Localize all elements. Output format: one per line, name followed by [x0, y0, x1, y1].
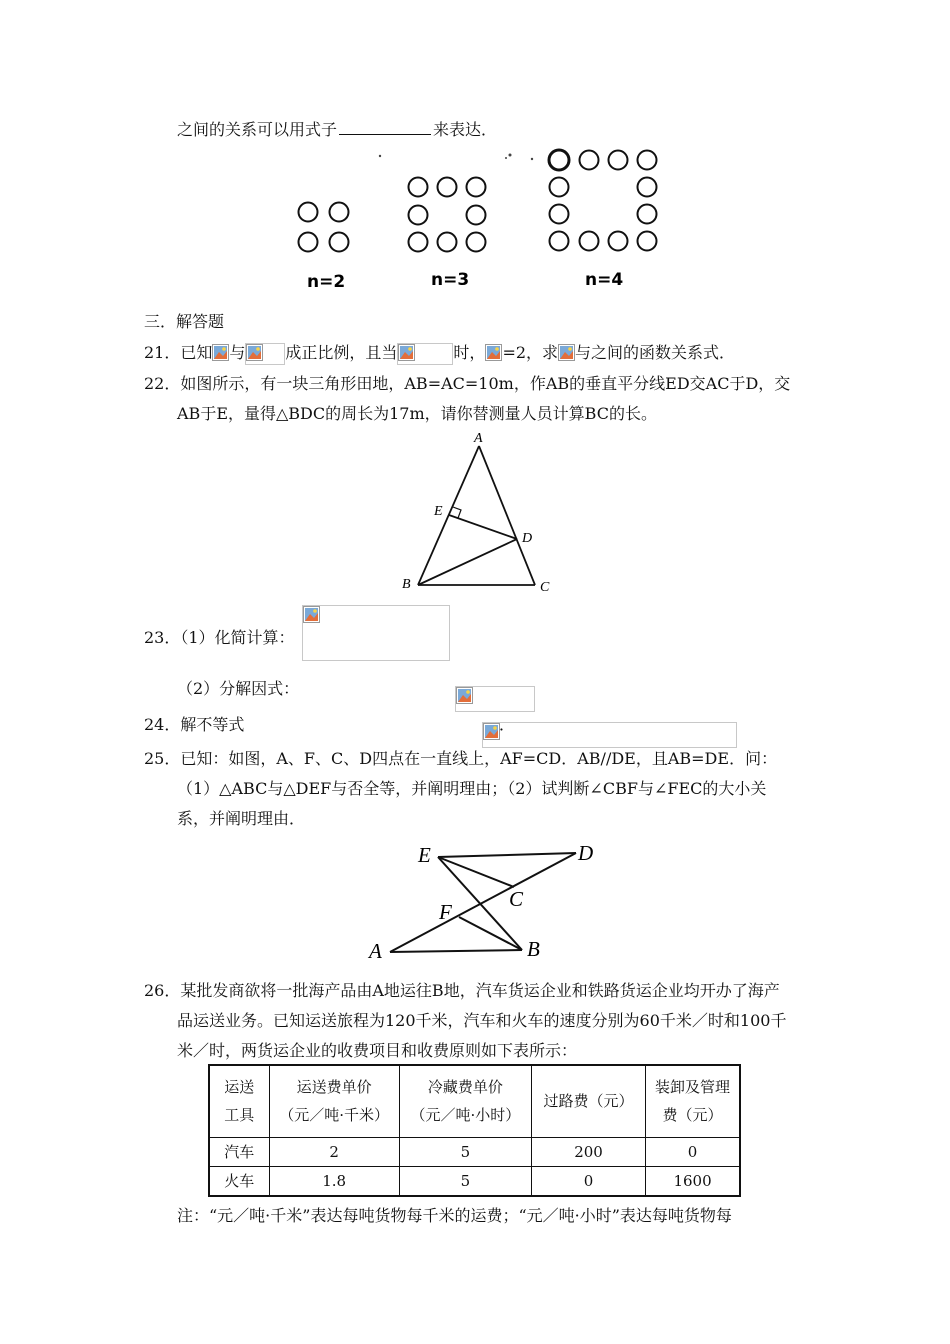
table-header-cell: 运送 工具	[209, 1065, 269, 1137]
fee-table	[208, 1064, 741, 1197]
label-D: D	[522, 531, 533, 546]
q20-text-pre: 之间的关系可以用式子	[177, 120, 338, 139]
table-header-cell: 过路费（元）	[532, 1065, 646, 1137]
q24-line	[144, 712, 244, 735]
label-n2: n=2	[307, 272, 346, 292]
table-cell: 1600	[646, 1166, 740, 1196]
q23-line1	[144, 625, 295, 648]
q21-text: 与之间的函数关系式．	[575, 343, 736, 362]
q26-number: 26．	[144, 981, 181, 1000]
table-cell: 5	[399, 1166, 531, 1196]
answer-blank[interactable]	[339, 120, 431, 135]
broken-image-icon	[485, 344, 502, 361]
q25-number: 25．	[144, 749, 181, 768]
q21-line	[144, 340, 735, 365]
label-n3: n=3	[431, 270, 470, 290]
label-C: C	[540, 580, 550, 595]
q26-note: 注：“元／吨·千米”表达每吨货物每千米的运费；“元／吨·小时”表达每吨货物每	[177, 1206, 732, 1225]
label-A: A	[474, 431, 483, 446]
formula-image-box	[455, 686, 535, 712]
q25-line1	[144, 746, 777, 769]
label-A: A	[369, 939, 382, 963]
broken-image-icon	[558, 344, 575, 361]
q23-number: 23．	[144, 628, 181, 647]
q25-line2: （1）△ABC与△DEF与否全等，并阐明理由；（2）试判断∠CBF与∠FEC的大小关	[177, 779, 767, 798]
q24-text: 解不等式	[180, 715, 245, 734]
table-cell: 1.8	[269, 1166, 399, 1196]
q26-line2: 品运送业务。已知运送旅程为120千米，汽车和火车的速度分别为60千米／时和100千	[177, 1011, 787, 1030]
q21-text: 时，	[453, 343, 486, 362]
formula-image-box	[397, 343, 453, 365]
triangle-figure	[398, 428, 558, 598]
broken-image-icon	[246, 344, 263, 361]
label-n4: n=4	[585, 270, 624, 290]
table-header-row	[209, 1065, 740, 1137]
table-header-cell: 运送费单价 （元／吨·千米）	[269, 1065, 399, 1137]
formula-image-box	[245, 343, 285, 365]
q20-text-post: 来表达．	[433, 120, 498, 139]
label-E: E	[418, 843, 431, 867]
congruence-figure	[362, 836, 602, 966]
label-B: B	[527, 937, 540, 961]
q22-number: 22．	[144, 374, 181, 393]
table-cell: 火车	[209, 1166, 269, 1196]
table-cell: 5	[399, 1137, 531, 1166]
q21-text: 已知	[180, 343, 213, 362]
table-header-cell: 装卸及管理 费（元）	[646, 1065, 740, 1137]
q21-text: =2，求	[502, 343, 559, 362]
q26-line3: 米／时，两货运企业的收费项目和收费原则如下表所示：	[177, 1041, 578, 1060]
q24-number: 24．	[144, 715, 181, 734]
formula-image-box	[302, 605, 450, 661]
circle-pattern-figure	[280, 145, 680, 295]
broken-image-icon	[303, 606, 320, 623]
q22-line1	[144, 371, 790, 394]
q23-part1: （1）化简计算：	[180, 628, 295, 647]
q26-text: 某批发商欲将一批海产品由A地运往B地，汽车货运企业和铁路货运企业均开办了海产	[180, 981, 780, 1000]
table-header-cell: 冷藏费单价 （元／吨·小时）	[399, 1065, 531, 1137]
label-E: E	[434, 504, 443, 519]
q21-number: 21．	[144, 343, 181, 362]
broken-image-icon	[456, 687, 473, 704]
q24-end: ．	[499, 715, 516, 734]
label-D: D	[578, 841, 594, 865]
q21-text: 与	[229, 343, 246, 362]
broken-image-icon	[483, 723, 500, 740]
q20-line	[177, 117, 497, 140]
q25-line3: 系，并阐明理由．	[177, 809, 306, 828]
table-cell: 0	[532, 1166, 646, 1196]
q26-line1	[144, 978, 780, 1001]
table-cell: 汽车	[209, 1137, 269, 1166]
table-cell: 0	[646, 1137, 740, 1166]
table-cell: 200	[532, 1137, 646, 1166]
q23-part2: （2）分解因式：	[177, 679, 300, 698]
table-cell: 2	[269, 1137, 399, 1166]
formula-image-box	[482, 722, 737, 748]
section-heading: 三．解答题	[144, 312, 225, 331]
label-F: F	[439, 900, 452, 924]
label-B: B	[402, 577, 411, 592]
label-C: C	[509, 887, 524, 911]
table-row	[209, 1166, 740, 1196]
q21-text: 成正比例，且当	[285, 343, 398, 362]
q22-line2: AB于E，量得△BDC的周长为17m，请你替测量人员计算BC的长。	[177, 404, 657, 423]
broken-image-icon	[398, 344, 415, 361]
table-row	[209, 1137, 740, 1166]
broken-image-icon	[212, 344, 229, 361]
q22-text: 如图所示，有一块三角形田地，AB=AC=10m，作AB的垂直平分线ED交AC于D，交	[180, 374, 791, 393]
q25-text: 已知：如图，A、F、C、D四点在一直线上，AF=CD．AB//DE，且AB=DE．问：	[180, 749, 778, 768]
